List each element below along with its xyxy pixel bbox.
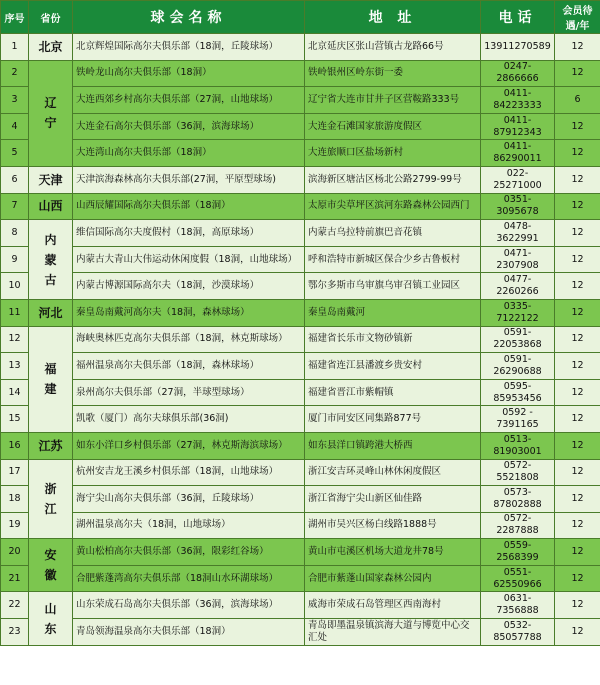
header-phone: 电话 [481,1,555,34]
table-row [1,60,600,87]
row-number: 21 [1,565,29,592]
member-benefit: 12 [555,406,600,433]
member-benefit: 12 [555,353,600,380]
province-cell: 江苏 [29,432,73,459]
row-number: 18 [1,486,29,513]
member-benefit: 12 [555,539,600,566]
row-number: 23 [1,619,29,646]
member-benefit: 12 [555,299,600,326]
province-cell [29,326,73,432]
province-label: 浙江 [44,481,57,516]
row-number: 1 [1,34,29,61]
club-phone: 0247-2866666 [481,60,555,87]
member-benefit: 12 [555,565,600,592]
club-name: 杭州安吉龙王溪乡村俱乐部（18洞，山地球场） [73,459,305,486]
club-name: 山西辰耀国际高尔夫俱乐部（18洞） [73,193,305,220]
row-number: 4 [1,113,29,140]
province-cell [29,459,73,539]
club-name: 海宁尖山高尔夫俱乐部（36洞，丘陵球场） [73,486,305,513]
member-benefit: 12 [555,459,600,486]
club-address: 大连旅顺口区盐场新村 [305,140,481,167]
member-benefit: 12 [555,140,600,167]
table-row [1,512,600,539]
club-phone: 0595-85953456 [481,379,555,406]
table-row [1,619,600,646]
club-phone: 0411-86290011 [481,140,555,167]
row-number: 22 [1,592,29,619]
club-name: 内蒙古大青山大伟运动休闲度假（18洞，山地球场） [73,246,305,273]
province-cell: 河北 [29,299,73,326]
row-number: 3 [1,87,29,114]
club-address: 滨海新区塘沽区杨北公路2799-99号 [305,166,481,193]
member-benefit: 12 [555,379,600,406]
club-name: 铁岭龙山高尔夫俱乐部（18洞） [73,60,305,87]
club-phone: 0551-62550966 [481,565,555,592]
club-address: 合肥市紫蓬山国家森林公园内 [305,565,481,592]
province-label: 福建 [44,362,57,397]
row-number: 5 [1,140,29,167]
province-cell [29,60,73,166]
row-number: 12 [1,326,29,353]
club-name: 海峡奥林匹克高尔夫俱乐部（18洞，林克斯球场） [73,326,305,353]
province-cell [29,220,73,300]
club-address: 湖州市吴兴区杨白线路1888号 [305,512,481,539]
club-address: 太原市尖草坪区滨河东路森林公园西门 [305,193,481,220]
club-address: 呼和浩特市新城区保合少乡古鲁板村 [305,246,481,273]
row-number: 17 [1,459,29,486]
table-row [1,220,600,247]
member-benefit: 12 [555,273,600,300]
table-row [1,140,600,167]
header-benefit: 会员待遇/年 [555,1,600,34]
member-benefit: 12 [555,619,600,646]
member-benefit: 12 [555,326,600,353]
header-address: 地 址 [305,1,481,34]
row-number: 10 [1,273,29,300]
row-number: 16 [1,432,29,459]
club-name: 大连西郊乡村高尔夫俱乐部（27洞，山地球场） [73,87,305,114]
club-phone: 0559-2568399 [481,539,555,566]
member-benefit: 12 [555,60,600,87]
club-address: 秦皇岛南戴河 [305,299,481,326]
club-address: 浙江省海宁尖山新区仙佳路 [305,486,481,513]
club-phone: 0592 - 7391165 [481,406,555,433]
club-phone: 0591-22053868 [481,326,555,353]
club-phone: 0411-87912343 [481,113,555,140]
table-row [1,87,600,114]
club-name: 北京辉煌国际高尔夫俱乐部（18洞，丘陵球场） [73,34,305,61]
table-row [1,299,600,326]
club-name: 合肥紫蓬湾高尔夫俱乐部（18洞山水环湖球场） [73,565,305,592]
table-row [1,592,600,619]
header-no: 序号 [1,1,29,34]
table-row [1,406,600,433]
member-benefit: 12 [555,113,600,140]
club-phone: 0591-26290688 [481,353,555,380]
club-phone: 022-25271000 [481,166,555,193]
province-cell [29,592,73,645]
club-phone: 0351-3095678 [481,193,555,220]
row-number: 6 [1,166,29,193]
table-row [1,273,600,300]
member-benefit: 12 [555,220,600,247]
member-benefit: 12 [555,512,600,539]
province-label: 安徽 [44,548,57,583]
club-address: 福建省长乐市文物砂镇新 [305,326,481,353]
club-address: 威海市荣成石岛管理区西南海村 [305,592,481,619]
province-cell: 天津 [29,166,73,193]
table-row [1,565,600,592]
club-phone: 0572-2287888 [481,512,555,539]
club-name: 凯歌（厦门）高尔夫球俱乐部(36洞) [73,406,305,433]
table-row [1,246,600,273]
header-row [1,1,600,34]
club-name: 内蒙古博源国际高尔夫（18洞，沙漠球场） [73,273,305,300]
club-address: 厦门市同安区同集路877号 [305,406,481,433]
province-cell [29,539,73,592]
member-benefit: 12 [555,432,600,459]
club-name: 秦皇岛南戴河高尔夫（18洞，森林球场） [73,299,305,326]
club-address: 福建省晋江市紫帽镇 [305,379,481,406]
club-address: 内蒙古乌拉特前旗巴音花镇 [305,220,481,247]
row-number: 11 [1,299,29,326]
row-number: 20 [1,539,29,566]
province-label: 内蒙古 [44,232,57,287]
member-benefit: 12 [555,193,600,220]
club-phone: 0631-7356888 [481,592,555,619]
club-address: 青岛即墨温泉镇滨海大道与博览中心交汇处 [305,619,481,646]
member-benefit: 12 [555,592,600,619]
member-benefit: 6 [555,87,600,114]
row-number: 13 [1,353,29,380]
club-name: 青岛领海温泉高尔夫俱乐部（18洞） [73,619,305,646]
club-phone: 0572-5521808 [481,459,555,486]
club-name: 天津滨海森林高尔夫俱乐部(27洞，平原型球场) [73,166,305,193]
row-number: 15 [1,406,29,433]
club-address: 铁岭银州区岭东街一委 [305,60,481,87]
club-name: 湖州温泉高尔夫（18洞，山地球场） [73,512,305,539]
club-name: 维信国际高尔夫度假村（18洞，高原球场） [73,220,305,247]
row-number: 2 [1,60,29,87]
club-phone: 0335-7122122 [481,299,555,326]
club-address: 鄂尔多斯市乌审旗乌审召镇工业园区 [305,273,481,300]
row-number: 7 [1,193,29,220]
table-row [1,34,600,61]
club-phone: 0411-84223333 [481,87,555,114]
row-number: 9 [1,246,29,273]
member-benefit: 12 [555,166,600,193]
table-row [1,432,600,459]
header-province: 省份 [29,1,73,34]
table-row [1,193,600,220]
table-row [1,166,600,193]
member-benefit: 12 [555,34,600,61]
club-phone: 0471-2307908 [481,246,555,273]
club-address: 浙江安吉环灵峰山林休闲度假区 [305,459,481,486]
row-number: 14 [1,379,29,406]
club-phone: 0477-2260266 [481,273,555,300]
club-phone: 0573-87802888 [481,486,555,513]
province-label: 辽宁 [44,96,57,131]
club-phone: 0532-85057788 [481,619,555,646]
club-address: 如东县洋口镇跨港大桥西 [305,432,481,459]
table-row [1,113,600,140]
club-name: 大连金石高尔夫俱乐部（36洞，滨海球场） [73,113,305,140]
club-name: 山东荣成石岛高尔夫俱乐部（36洞，滨海球场） [73,592,305,619]
table-row [1,459,600,486]
club-name: 泉州高尔夫俱乐部（27洞，半球型球场） [73,379,305,406]
club-phone: 0478-3622991 [481,220,555,247]
province-cell: 山西 [29,193,73,220]
header-club-name: 球会名称 [73,1,305,34]
table-row [1,326,600,353]
club-address: 辽宁省大连市甘井子区营鞍路333号 [305,87,481,114]
club-name: 黄山松柏高尔夫俱乐部（36洞，限彩红谷场） [73,539,305,566]
club-name: 福州温泉高尔夫俱乐部（18洞，森林球场） [73,353,305,380]
row-number: 19 [1,512,29,539]
club-address: 大连金石滩国家旅游度假区 [305,113,481,140]
club-name: 大连湾山高尔夫俱乐部（18洞） [73,140,305,167]
row-number: 8 [1,220,29,247]
province-cell: 北京 [29,34,73,61]
table-row [1,379,600,406]
member-benefit: 12 [555,246,600,273]
club-address: 福建省连江县潘渡乡贵安村 [305,353,481,380]
club-name: 如东小洋口乡村俱乐部（27洞，林克斯海滨球场） [73,432,305,459]
table-row [1,539,600,566]
table-row [1,486,600,513]
club-phone: 13911270589 [481,34,555,61]
province-label: 山东 [44,601,57,636]
club-address: 北京延庆区张山营镇古龙路66号 [305,34,481,61]
club-address: 黄山市屯溪区机场大道龙井78号 [305,539,481,566]
club-phone: 0513-81903001 [481,432,555,459]
table-row [1,353,600,380]
member-benefit: 12 [555,486,600,513]
